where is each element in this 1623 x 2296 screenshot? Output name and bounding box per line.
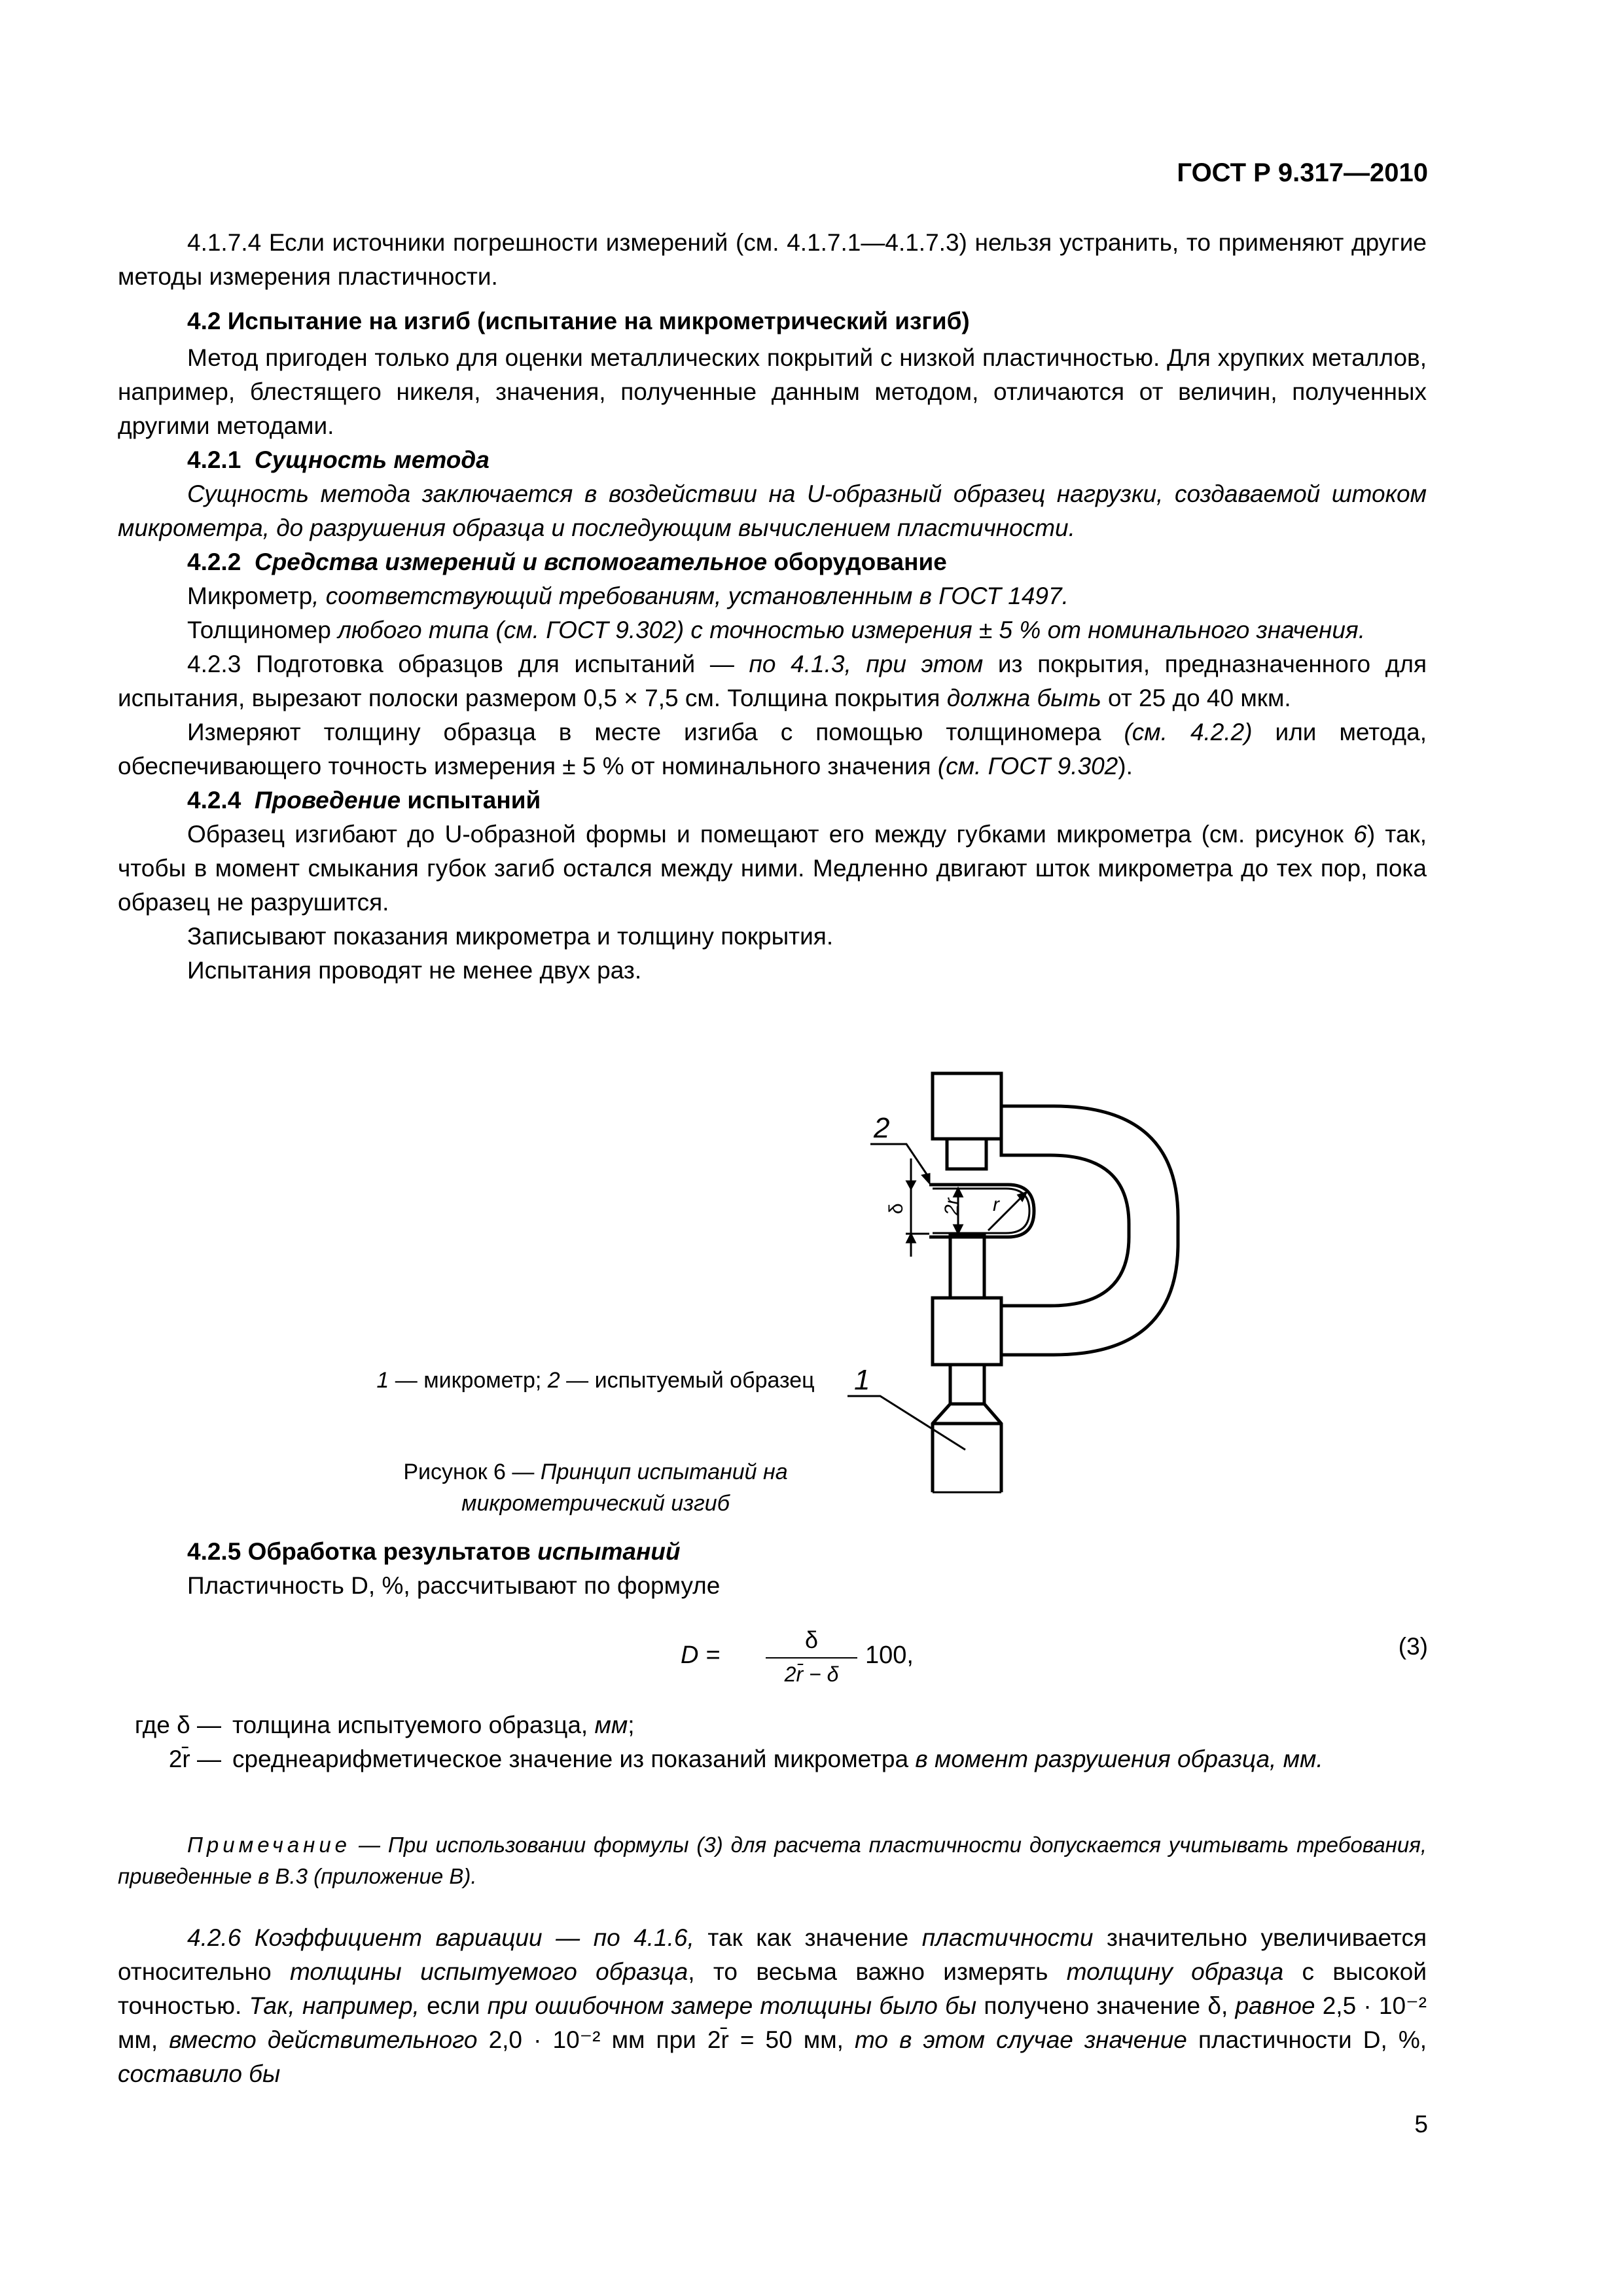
spindle [950, 1236, 984, 1298]
note [118, 1829, 1427, 1892]
text: ) так, чтобы в момент смыкания губок загиб остался между ними. Медленно двигают шток микрометра до тех пор, пока образец не разрушится. [118, 821, 1427, 916]
t: при ошибочном замере толщины было бы [487, 1992, 977, 2019]
legend-num: 1 [376, 1368, 389, 1393]
label-1: 1 [854, 1364, 870, 1396]
legend-num: 2 [547, 1368, 560, 1393]
t: то в этом случае значение [855, 2026, 1187, 2053]
text-italic: в момент разрушения образца, мм. [915, 1746, 1323, 1772]
text-italic: (см. 4.2.2) [1124, 719, 1253, 745]
t: пластичности [921, 1924, 1094, 1951]
legend-text: — микрометр; [389, 1368, 548, 1393]
t: 2,5 · 10⁻² мм, [118, 1992, 1427, 2053]
section-number: 4.2.2 [187, 548, 241, 575]
label-2: 2 [874, 1112, 890, 1144]
page-number: 5 [1414, 2111, 1428, 2138]
text-italic: любого типа (см. ГОСТ 9.302) с точностью измерения ± 5 % от номинального значения. [338, 617, 1365, 643]
formula-rhs: 100, [865, 1641, 914, 1669]
text: Измеряют толщину образца в месте изгиба с помощью толщиномера [187, 719, 1124, 745]
text: ; [628, 1712, 635, 1738]
t: если [419, 1992, 488, 2019]
equation-number: (3) [1398, 1633, 1428, 1660]
legend-symbol: 2r̄ — [168, 1746, 221, 1772]
dim-delta: δ [885, 1203, 907, 1214]
section-4-2-5-text: Пластичность D, %, рассчитывают по формуле [187, 1572, 721, 1599]
upper-anvil-tip [947, 1139, 986, 1169]
section-4-2-4-p1 [118, 817, 1427, 920]
section-4-2-4-p2: Записывают показания микрометра и толщину покрытия. [187, 923, 834, 950]
thimble [933, 1404, 1001, 1492]
text: 4.2.3 Подготовка образцов для испытаний — [187, 651, 749, 677]
section-title-italic: Проведение [254, 787, 401, 814]
thickness-gauge-line [118, 613, 1427, 647]
section-title-rest: испытаний [401, 787, 541, 814]
section-4-2-5-title [118, 1535, 1427, 1569]
section-4-2-2-title [118, 545, 1427, 579]
text-italic: (см. ГОСТ 9.302 [937, 753, 1118, 780]
text: от 25 до 40 мкм. [1101, 685, 1291, 711]
figure-caption [366, 1456, 825, 1519]
caption-prefix: Рисунок 6 — [403, 1460, 541, 1484]
t: 2,0 · 10⁻² мм при 2r̄ = 50 мм, [477, 2026, 855, 2053]
text-italic: мм [594, 1712, 628, 1738]
section-4-2-4-title [118, 783, 1427, 817]
denominator: 2r̄ − δ [784, 1662, 839, 1686]
standard-header: ГОСТ Р 9.317—2010 [1177, 158, 1428, 187]
note-label: Примечание [187, 1833, 351, 1857]
legend-desc [232, 1708, 1427, 1742]
t: толщину образца [1066, 1958, 1284, 1985]
section-4-2-3-measure [118, 715, 1427, 783]
formula-lhs: D = [681, 1641, 721, 1669]
numerator: δ [804, 1626, 819, 1653]
text: ). [1118, 753, 1133, 780]
text: Микрометр [187, 583, 313, 609]
section-number: 4.2.4 [187, 787, 241, 814]
formula-fraction [766, 1623, 857, 1690]
legend-row [118, 1742, 1427, 1776]
legend-text: — испытуемый образец [560, 1368, 815, 1393]
text-italic: 6 [1353, 821, 1367, 848]
caption-title: Принцип испытаний на микрометрический изгиб [461, 1460, 788, 1516]
note-text: — При использовании формулы (3) для расчета пластичности допускается учитывать требования, приведенные в В.3 (приложение В). [118, 1833, 1427, 1888]
text: среднеарифметическое значение из показаний микрометра [232, 1746, 916, 1772]
dim-2r: 2r [941, 1198, 963, 1215]
t: 4.2.6 Коэффициент вариации — по 4.1.6, [187, 1924, 694, 1951]
section-title-italic: Средства измерений и вспомогательное [254, 548, 768, 575]
section-4-2-title: 4.2 Испытание на изгиб (испытание на микрометрический изгиб) [187, 308, 970, 334]
text: толщина испытуемого образца, [232, 1712, 595, 1738]
upper-anvil [933, 1073, 1001, 1139]
section-4-2-5 [118, 1535, 1427, 1603]
section-title: Сущность метода [254, 446, 490, 473]
text: или метода, обеспечивающего точность измерения ± 5 % от номинального значения [118, 719, 1427, 780]
spindle-lower [950, 1365, 984, 1404]
section-4-2-6 [118, 1921, 1427, 2091]
micrometer-line [118, 579, 1427, 613]
t: толщины испытуемого образца [290, 1958, 688, 1985]
section-4-2-4-p3: Испытания проводят не менее двух раз. [187, 957, 642, 984]
section-title-italic: испытаний [537, 1538, 681, 1565]
paragraph-4174: 4.1.7.4 Если источники погрешности измерений (см. 4.1.7.1—4.1.7.3) нельзя устранить, то применяют другие методы измерения пластичности. [118, 229, 1427, 290]
t: Так, например, [249, 1992, 419, 2019]
figure-legend [366, 1365, 825, 1396]
t: равное [1235, 1992, 1315, 2019]
t: с высокой точностью. [118, 1958, 1427, 2019]
legend-desc [232, 1742, 1427, 1776]
section-4-2-6-text [118, 1921, 1427, 2091]
text: из покрытия, предназначенного для испытания, вырезают полоски размером 0,5 × 7,5 см. Толщина покрытия [118, 651, 1427, 711]
text: Толщиномер [187, 617, 338, 643]
section-4-2-text: Метод пригоден только для оценки металлических покрытий с низкой пластичностью. Для хрупких металлов, например, блестящего никеля, значения, полученные данным методом, отличаются от величин, полученных другими методами. [118, 344, 1427, 439]
dim-r: r [993, 1194, 999, 1215]
t: , то весьма важно измерять [688, 1958, 1067, 1985]
t: значительно увеличивается относительно [118, 1924, 1427, 1985]
lower-block [933, 1298, 1001, 1365]
section-title: 4.2.5 Обработка результатов [187, 1538, 538, 1565]
text-italic: , соответствующий требованиям, установленным в ГОСТ 1497. [312, 583, 1069, 609]
legend-row [118, 1708, 1427, 1742]
text-italic: должна быть [946, 685, 1101, 711]
section-4-2-1-title [118, 443, 1427, 477]
t: так как значение [694, 1924, 922, 1951]
section-body-upper [118, 226, 1427, 988]
t: получено значение δ, [976, 1992, 1236, 2019]
formula-legend [118, 1708, 1427, 1776]
t: пластичности D, %, [1186, 2026, 1427, 2053]
t: вместо действительного [169, 2026, 478, 2053]
text-italic: по 4.1.3, при этом [749, 651, 984, 677]
text: Образец изгибают до U-образной формы и помещают его между губками микрометра (см. рисунок [187, 821, 1354, 848]
section-4-2-3 [118, 647, 1427, 715]
section-number: 4.2.1 [187, 446, 241, 473]
t: составило бы [118, 2060, 281, 2087]
legend-symbol: где δ — [134, 1712, 221, 1738]
section-title-rest: оборудование [767, 548, 947, 575]
section-4-2-1-text: Сущность метода заключается в воздействии на U-образный образец нагрузки, создаваемой штоком микрометра, до разрушения образца и последующим вычислением пластичности. [118, 480, 1427, 541]
